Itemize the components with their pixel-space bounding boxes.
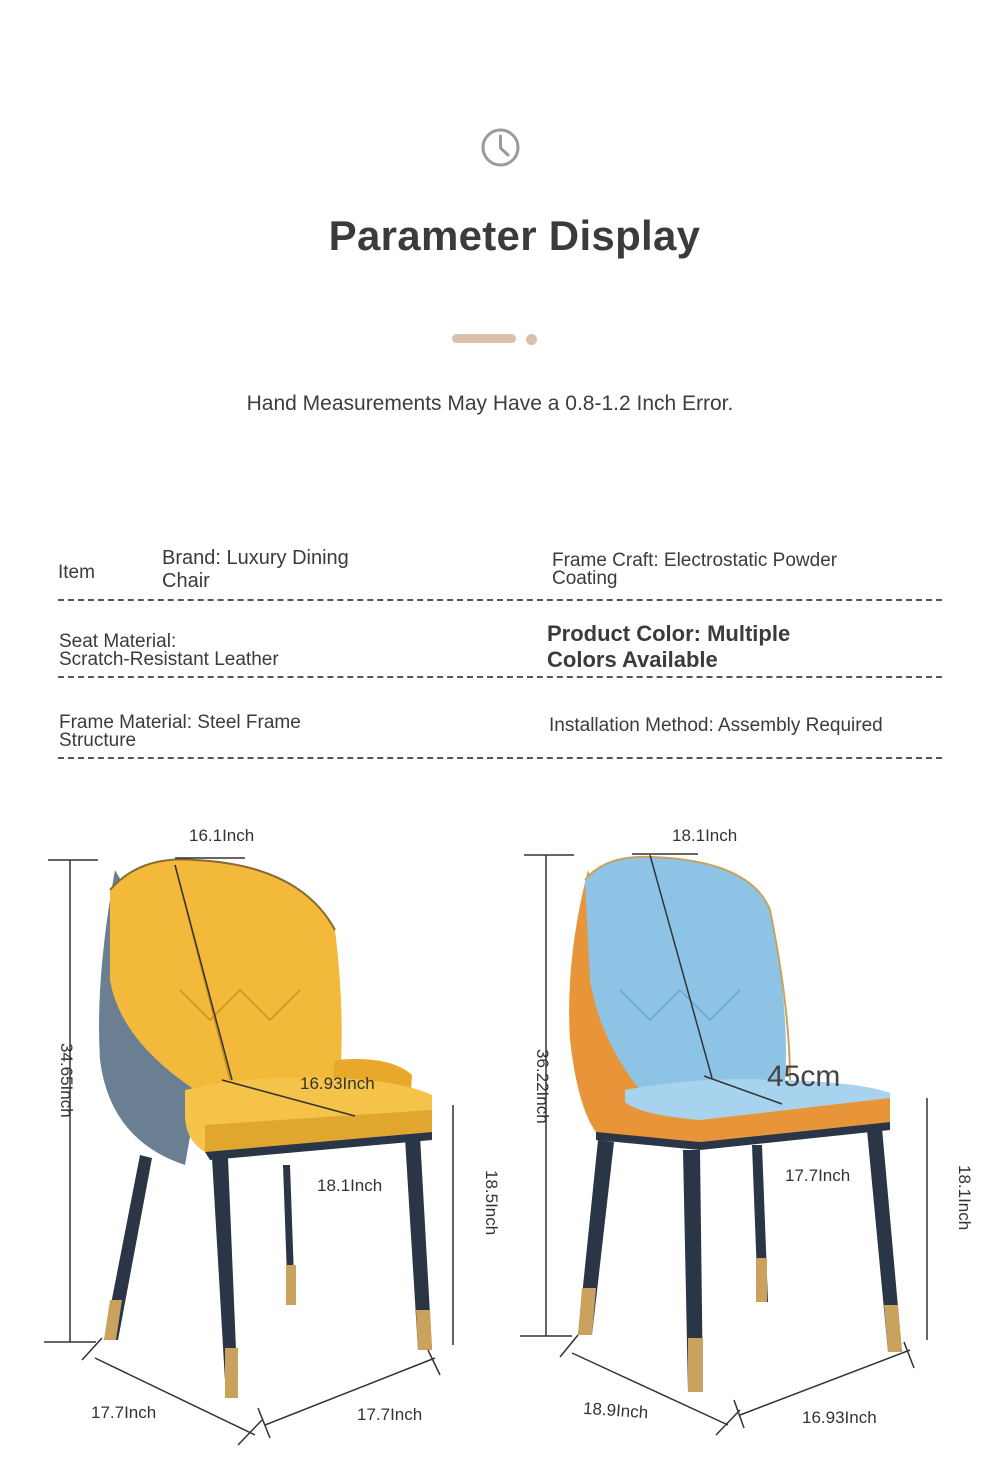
spec-product-color-line2: Colors Available bbox=[547, 647, 718, 672]
clock-icon bbox=[480, 127, 521, 168]
chair-illustrations bbox=[0, 780, 1000, 1469]
spec-brand-line1: Brand: Luxury Dining bbox=[162, 547, 349, 569]
row-divider bbox=[58, 757, 942, 759]
spec-installation: Installation Method: Assembly Required bbox=[549, 715, 883, 736]
left-seat-height-label: 18.5Inch bbox=[482, 1170, 501, 1236]
page-title: Parameter Display bbox=[328, 212, 701, 259]
spec-seat-material-line1: Seat Material: bbox=[59, 631, 177, 652]
spec-brand-line2: Chair bbox=[162, 570, 210, 592]
divider-pill bbox=[452, 334, 516, 343]
right-top-width-label: 18.1Inch bbox=[672, 826, 738, 845]
left-chair bbox=[44, 858, 453, 1445]
right-base-right-label: 16.93Inch bbox=[802, 1408, 877, 1427]
left-base-left-label: 17.7Inch bbox=[91, 1403, 157, 1422]
spec-frame-material-line1: Frame Material: Steel Frame bbox=[59, 712, 301, 733]
right-height-label: 36.22Inch bbox=[533, 1049, 552, 1124]
right-seat-depth-label: 45cm bbox=[767, 1060, 841, 1093]
left-top-width-label: 16.1Inch bbox=[189, 826, 255, 845]
right-chair bbox=[520, 854, 927, 1435]
spec-frame-craft-line1: Frame Craft: Electrostatic Powder bbox=[552, 550, 838, 571]
left-seat-depth-label: 16.93Inch bbox=[300, 1074, 375, 1093]
right-base-left-label: 18.9Inch bbox=[582, 1398, 649, 1423]
left-height-label: 34.65Inch bbox=[57, 1043, 76, 1118]
left-base-right-label: 17.7Inch bbox=[357, 1405, 423, 1424]
spec-product-color-line1: Product Color: Multiple bbox=[547, 621, 791, 646]
spec-frame-material-line2: Structure bbox=[59, 730, 137, 751]
row-divider bbox=[58, 676, 942, 678]
subtitle: Hand Measurements May Have a 0.8-1.2 Inch Error. bbox=[246, 392, 734, 415]
left-seat-width-label: 18.1Inch bbox=[317, 1176, 383, 1195]
spec-seat-material-line2: Scratch-Resistant Leather bbox=[59, 649, 279, 670]
spec-item-label: Item bbox=[58, 562, 95, 583]
divider-dot bbox=[526, 334, 537, 345]
right-seat-width-label: 17.7Inch bbox=[785, 1166, 851, 1185]
spec-frame-craft-line2: Coating bbox=[552, 568, 618, 589]
row-divider bbox=[58, 599, 942, 601]
right-seat-height-label: 18.1Inch bbox=[955, 1165, 974, 1231]
